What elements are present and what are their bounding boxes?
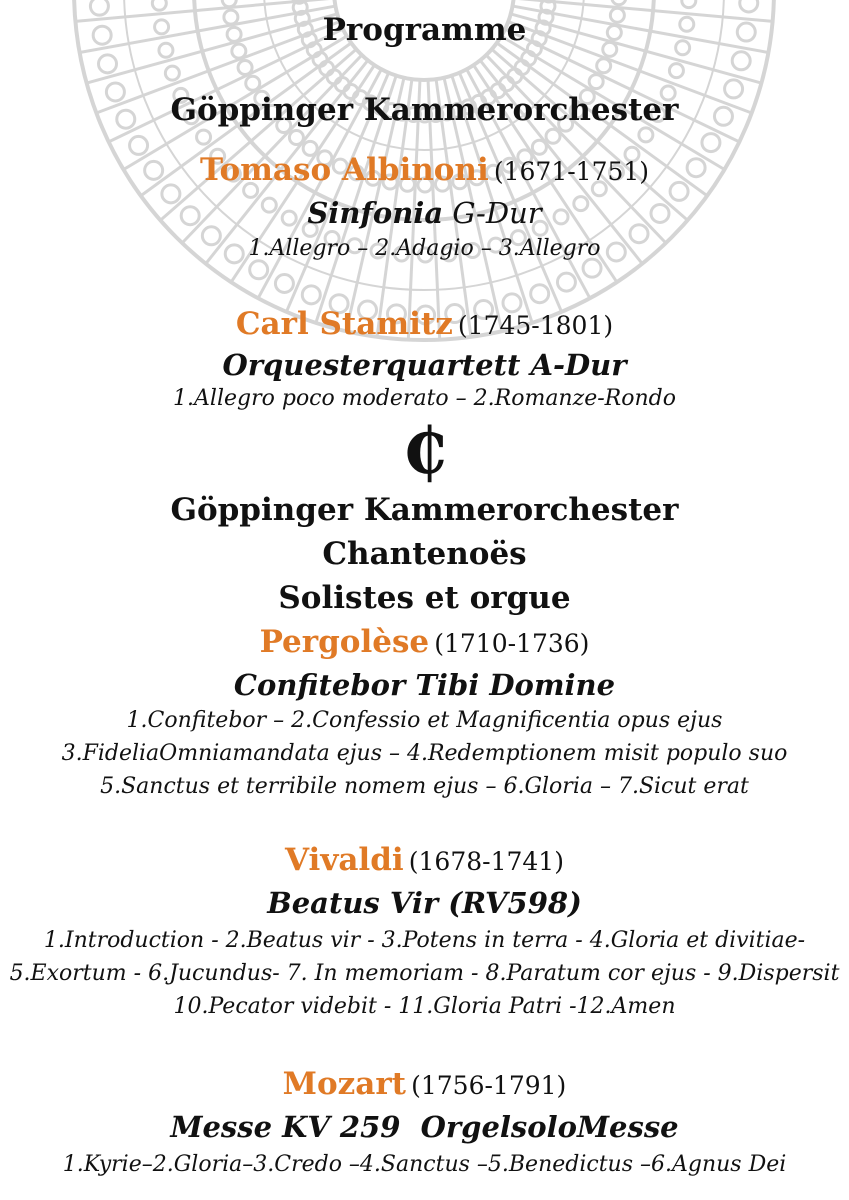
rose-medallion — [732, 52, 750, 70]
rose-medallion — [546, 129, 560, 143]
rose-medallion — [289, 130, 303, 144]
work-mozart-title — [0, 1110, 849, 1144]
work-title: Sinfonia — [307, 196, 444, 230]
performer-line: Chantenoës — [322, 536, 527, 572]
rose-medallion — [639, 128, 653, 142]
composer-name: Vivaldi — [285, 842, 404, 878]
rose-medallion — [222, 0, 236, 7]
composer-dates: (1678-1741) — [408, 847, 564, 876]
rose-medallion — [612, 0, 626, 5]
work-title: Orquesterquartett A-Dur — [222, 348, 627, 382]
page-title: Programme — [322, 12, 527, 48]
work-pergolese-title — [0, 668, 849, 702]
rose-medallion — [682, 0, 696, 8]
work-title: Messe KV 259 OrgelsoloMesse — [170, 1110, 679, 1144]
composer-dates: (1710-1736) — [434, 629, 590, 658]
work-title: Confitebor Tibi Domine — [233, 668, 616, 702]
work-albinoni-header — [0, 152, 849, 188]
rose-medallion — [165, 66, 179, 80]
rose-medallion — [583, 259, 601, 277]
work-stamitz-header — [0, 306, 849, 342]
movement-line: 10.Pecator videbit - 11.Gloria Patri -12.Amen — [173, 994, 676, 1019]
work-vivaldi-title — [0, 886, 849, 920]
movement-line: 1.Confitebor – 2.Confessio et Magnificentia opus ejus — [126, 708, 723, 733]
rose-medallion — [250, 261, 268, 279]
rose-medallion — [740, 0, 758, 12]
composer-name: Mozart — [282, 1066, 407, 1102]
work-stamitz-title — [0, 348, 849, 382]
rose-medallion — [197, 130, 211, 144]
composer-name: Pergolèse — [259, 624, 430, 660]
composer-name: Carl Stamitz — [235, 306, 453, 342]
rose-medallion — [246, 76, 260, 90]
rose-medallion — [99, 55, 117, 73]
composer-dates: (1671-1751) — [493, 157, 650, 186]
rose-medallion — [238, 61, 252, 75]
work-pergolese-header — [0, 624, 849, 660]
work-title: Beatus Vir (RV598) — [267, 886, 582, 920]
performer-line: Solistes et orgue — [278, 580, 571, 616]
composer-dates: (1756-1791) — [411, 1071, 567, 1100]
rose-medallion — [557, 273, 575, 291]
rose-medallion — [702, 134, 720, 152]
movement-line: 1.Kyrie–2.Gloria–3.Credo –4.Sanctus –5.Benedictus –6.Agnus Dei — [62, 1152, 787, 1177]
movement-line: 3.FideliaOmniamandata ejus – 4.Redemptionem misit populo suo — [61, 741, 788, 766]
movement-line: 5.Exortum - 6.Jucundus- 7. In memoriam - 8.Paratum cor ejus - 9.Dispersit — [9, 961, 840, 986]
movement-line: 1.Allegro – 2.Adagio – 3.Allegro — [248, 236, 601, 261]
rose-medallion — [275, 274, 293, 292]
composer-name: Tomaso Albinoni — [199, 152, 489, 188]
composer-dates: (1745-1801) — [457, 311, 614, 340]
rose-medallion — [531, 285, 549, 303]
work-mozart-header — [0, 1066, 849, 1102]
cut-time-symbol-icon: ₵ — [402, 414, 447, 489]
rose-medallion — [597, 59, 611, 73]
movement-line: 1.Allegro poco moderato – 2.Romanze-Rondo — [173, 386, 676, 411]
rose-medallion — [302, 286, 320, 304]
rose-medallion — [589, 75, 603, 89]
movement-line: 5.Sanctus et terribile nomem ejus – 6.Gloria – 7.Sicut erat — [100, 774, 749, 799]
performer-line: Göppinger Kammerorchester — [170, 492, 679, 528]
work-key: G-Dur — [452, 196, 542, 230]
ensemble-heading: Göppinger Kammerorchester — [170, 92, 679, 128]
rose-medallion — [152, 0, 166, 10]
work-albinoni-title — [0, 196, 849, 230]
movement-line: 1.Introduction - 2.Beatus vir - 3.Potens in terra - 4.Gloria et divitiae- — [43, 928, 806, 953]
rose-medallion — [669, 64, 683, 78]
work-vivaldi-header — [0, 842, 849, 878]
